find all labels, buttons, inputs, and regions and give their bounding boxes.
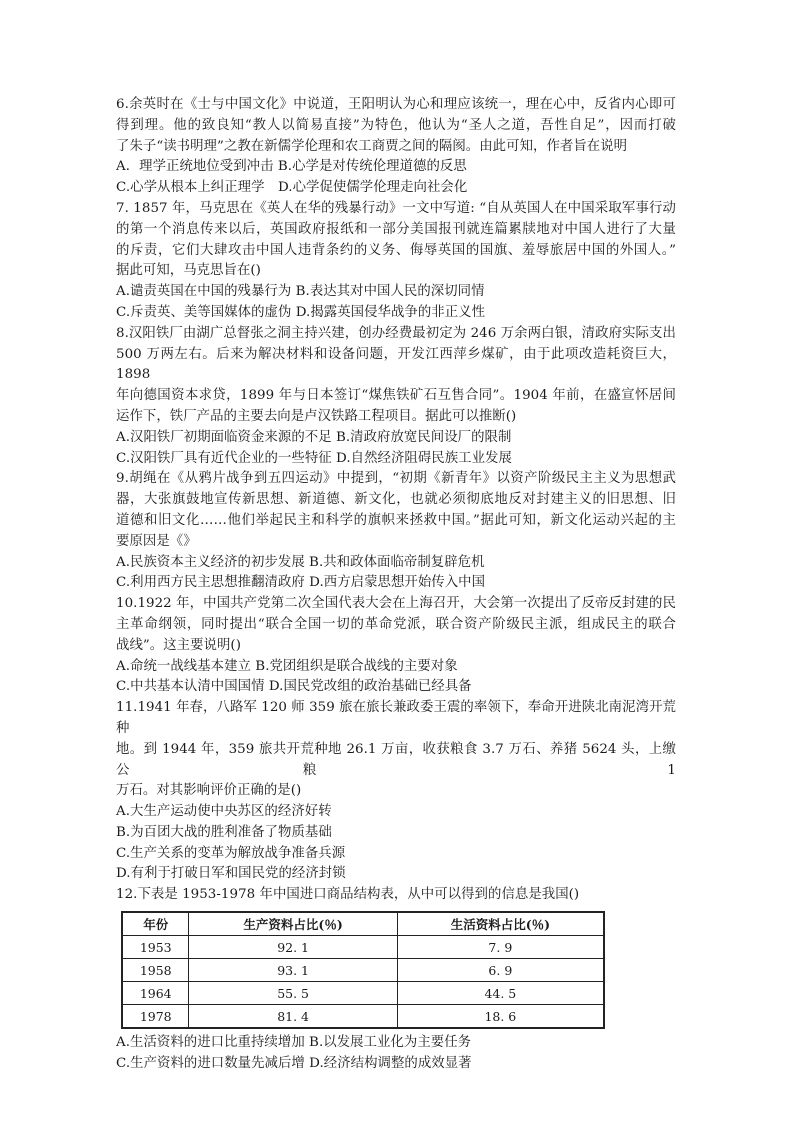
answer-options-line: A.民族资本主义经济的初步发展 B.共和政体面临帝制复辟危机 xyxy=(116,554,485,570)
question-stem-line: 了朱子“读书明理”之教在新儒学伦理和农工商贾之间的隔阂。由此可知，作者旨在说明 xyxy=(116,138,628,154)
table-cell: 1978 xyxy=(122,1005,189,1029)
question-stem-line: 的斥责，它们大肆攻击中国人违背条约的义务、侮辱英国的国旗、羞辱旅居中国的外国人。” xyxy=(116,242,676,258)
answer-options-line: C.汉阳铁厂具有近代企业的一些特征 D.自然经济阻碍民族工业发展 xyxy=(116,450,512,466)
question-stem-line: 500 万两左右。后来为解决材料和设备问题，开发江西萍乡煤矿，由于此项改造耗资巨大，1898 xyxy=(116,346,676,383)
answer-option: A.大生产运动使中央苏区的经济好转 xyxy=(116,804,332,820)
question-stem-line: 主革命纲领，同时提出“联合全国一切的革命党派，联合资产阶级民主派，组成民主的联合 xyxy=(116,616,676,632)
question-stem-line: 战线”。这主要说明() xyxy=(116,637,241,653)
question-stem-line: 12.下表是 1953-1978 年中国进口商品结构表，从中可以得到的信息是我国() xyxy=(116,887,580,903)
question-stem-line: 10.1922 年，中国共产党第二次全国代表大会在上海召开，大会第一次提出了反帝反封建的民 xyxy=(116,596,676,612)
table-cell: 1958 xyxy=(122,959,189,982)
answer-option: D.有利于打破日军和国民党的经济封锁 xyxy=(116,866,346,882)
table-header-cell: 生产资料占比(％) xyxy=(189,912,397,936)
question-stem-line: 7. 1857 年，马克思在《英人在华的残暴行动》一文中写道: “自从英国人在中国采取军事行动 xyxy=(116,200,676,216)
table-cell: 81. 4 xyxy=(189,1005,397,1029)
question-stem-line: 年向德国资本求贷，1899 年与日本签订“煤焦铁矿石互售合同”。1904 年前，在盛宣怀居间 xyxy=(116,388,676,404)
table-cell: 6. 9 xyxy=(397,959,604,982)
table-cell: 1964 xyxy=(122,982,189,1005)
table-cell: 55. 5 xyxy=(189,982,397,1005)
question-stem-line: 8.汉阳铁厂由湖广总督张之洞主持兴建，创办经费最初定为 246 万余两白银，清政府实际支出 xyxy=(116,325,676,341)
table-header-row xyxy=(122,912,604,936)
exam-page xyxy=(116,95,676,1075)
answer-option: C.生产关系的变革为解放战争准备兵源 xyxy=(116,845,346,861)
question-stem-line: 的第一个消息传来以后，英国政府报纸和一部分美国报刊就连篇累牍地对中国人进行了大量 xyxy=(116,221,676,237)
table-row xyxy=(122,982,604,1005)
table-header-cell: 年份 xyxy=(122,912,189,936)
question-stem-line: 得到理。他的致良知“教人以简易直接”为特色，他认为“圣人之道，吾性自足”，因而打破 xyxy=(116,117,676,133)
table-cell: 1953 xyxy=(122,936,189,959)
answer-options-line: A.命统一战线基本建立 B.党团组织是联合战线的主要对象 xyxy=(116,658,458,674)
question-10 xyxy=(116,594,676,698)
table-row xyxy=(122,1005,604,1029)
table-cell: 93. 1 xyxy=(189,959,397,982)
table-header-cell: 生活资料占比(％) xyxy=(397,912,604,936)
answer-options-line: A．理学正统地位受到冲击 B.心学是对传统伦理道德的反思 xyxy=(116,159,467,175)
import-structure-table xyxy=(121,911,605,1029)
table-row xyxy=(122,959,604,982)
question-stem-line: 6.余英时在《士与中国文化》中说道，王阳明认为心和理应该统一，理在心中，反省内心即可 xyxy=(116,97,676,112)
table-cell: 44. 5 xyxy=(397,982,604,1005)
answer-options-line: C.中共基本认清中国国情 D.国民党改组的政治基础已经具备 xyxy=(116,679,472,695)
question-8 xyxy=(116,324,676,470)
question-stem-line: 要原因是《》 xyxy=(116,533,197,549)
question-stem-line: 地。到 1944 年，359 旅共开荒种地 26.1 万亩，收获粮食 3.7 万石、养猪 5624 头，上缴公粮 1 xyxy=(116,741,676,778)
question-stem-line: 道德和旧文化……他们举起民主和科学的旗帜来拯救中国。”据此可知，新文化运动兴起的主 xyxy=(116,512,676,528)
table-cell: 18. 6 xyxy=(397,1005,604,1029)
answer-options-line: A.生活资料的进口比重持续增加 B.以发展工业化为主要任务 xyxy=(116,1035,472,1051)
question-stem-line: 据此可知，马克思旨在() xyxy=(116,263,261,279)
question-stem-line: 万石。对其影响评价正确的是() xyxy=(116,783,302,799)
table-cell: 7. 9 xyxy=(397,936,604,959)
question-12 xyxy=(116,885,676,1074)
answer-options-line: C.斥责英、美等国媒体的虚伪 D.揭露英国侵华战争的非正义性 xyxy=(116,304,486,320)
answer-options-line: A.汉阳铁厂初期面临资金来源的不足 B.清政府放宽民间设厂的限制 xyxy=(116,429,512,445)
question-stem-line: 11.1941 年春，八路军 120 师 359 旅在旅长兼政委王震的率领下，奉命开进陕北南泥湾开荒种 xyxy=(116,700,676,736)
question-6 xyxy=(116,95,676,199)
question-stem-line: 9.胡绳在《从鸦片战争到五四运动》中提到，“初期《新青年》以资产阶级民主主义为思想武 xyxy=(116,471,676,487)
question-11 xyxy=(116,698,676,885)
question-9 xyxy=(116,469,676,594)
answer-options-line: A.谴责英国在中国的残暴行为 B.表达其对中国人民的深切同情 xyxy=(116,284,485,300)
question-7 xyxy=(116,199,676,324)
answer-options-line: C.利用西方民主思想推翻清政府 D.西方启蒙思想开始传入中国 xyxy=(116,575,486,591)
answer-option: B.为百团大战的胜利准备了物质基础 xyxy=(116,824,332,840)
question-stem-line: 器，大张旗鼓地宣传新思想、新道德、新文化，也就必须彻底地反对封建主义的旧思想、旧 xyxy=(116,492,676,508)
table-row xyxy=(122,936,604,959)
answer-options-line: C.心学从根本上纠正理学 D.心学促使儒学伦理走向社会化 xyxy=(116,180,468,196)
table-cell: 92. 1 xyxy=(189,936,397,959)
answer-options-line: C.生产资料的进口数量先减后增 D.经济结构调整的成效显著 xyxy=(116,1055,472,1071)
question-stem-line: 运作下，铁厂产品的主要去向是卢汉铁路工程项目。据此可以推断() xyxy=(116,408,517,424)
